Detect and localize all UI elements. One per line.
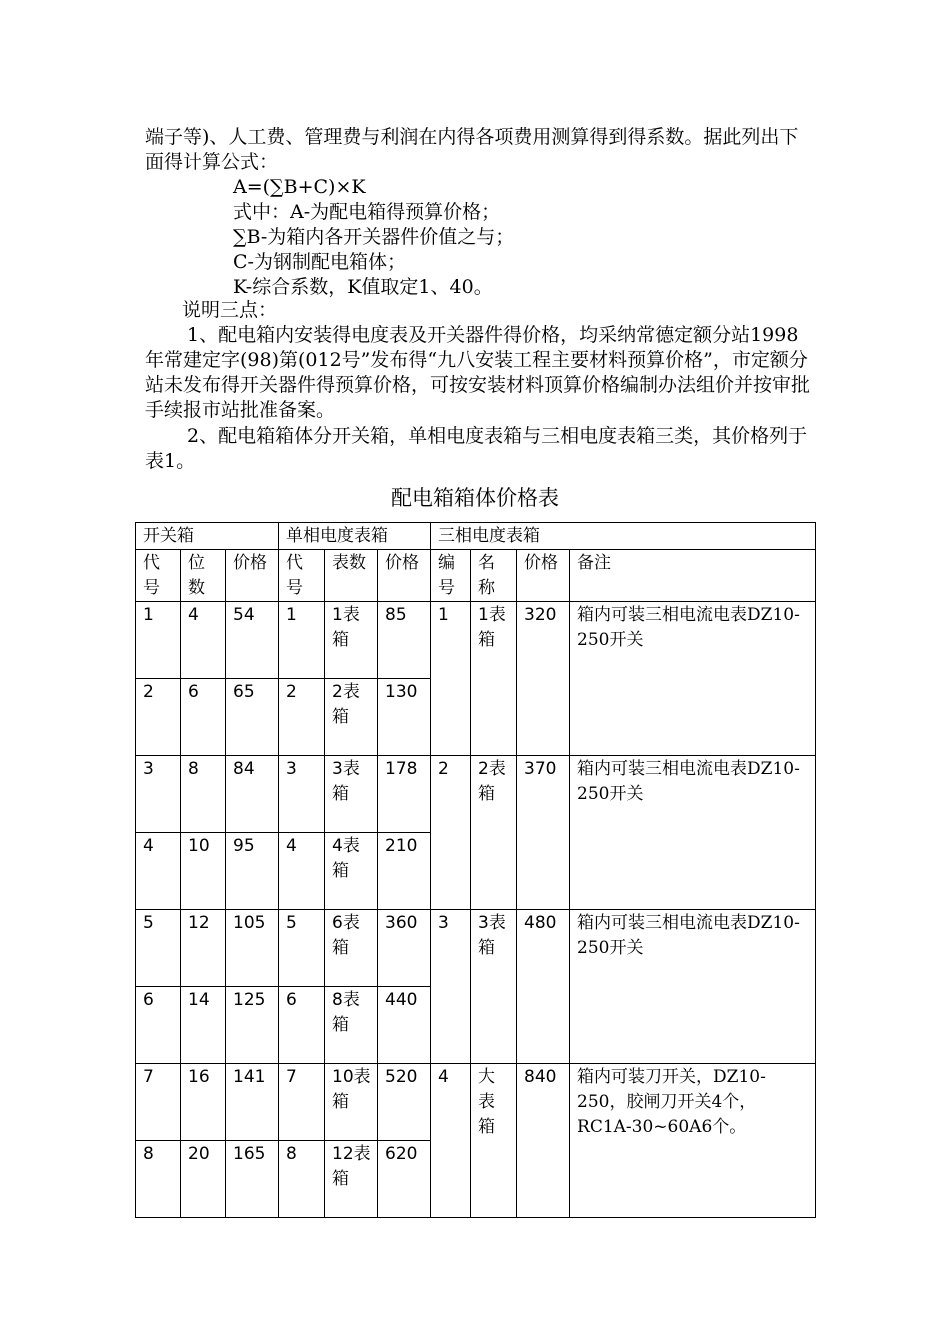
cell-name: 1表箱 [471, 602, 517, 756]
cell-price2: 440 [378, 987, 431, 1064]
cell-meters: 4表箱 [325, 833, 378, 910]
column-header: 名称 [471, 550, 517, 602]
cell-meters: 1表箱 [325, 602, 378, 679]
cell-price2: 130 [378, 679, 431, 756]
notes-heading: 说明三点： [182, 299, 278, 321]
column-header: 价格 [378, 550, 431, 602]
cell-code: 2 [136, 679, 181, 756]
cell-price: 95 [226, 833, 279, 910]
cell-positions: 4 [181, 602, 226, 679]
cell-code2: 4 [279, 833, 325, 910]
cell-price2: 360 [378, 910, 431, 987]
note-2-paragraph: 2、配电箱箱体分开关箱，单相电度表箱与三相电度表箱三类，其价格列于表1。 [145, 425, 808, 472]
cell-number: 2 [431, 756, 471, 910]
cell-meters: 8表箱 [325, 987, 378, 1064]
column-header: 位数 [181, 550, 226, 602]
column-header: 代号 [279, 550, 325, 602]
table-row [136, 602, 816, 679]
cell-code2: 8 [279, 1141, 325, 1218]
cell-code: 1 [136, 602, 181, 679]
cell-number: 3 [431, 910, 471, 1064]
column-header: 代号 [136, 550, 181, 602]
cell-positions: 14 [181, 987, 226, 1064]
cell-positions: 16 [181, 1064, 226, 1141]
cell-code2: 5 [279, 910, 325, 987]
column-header: 价格 [226, 550, 279, 602]
cell-code2: 1 [279, 602, 325, 679]
cell-price: 54 [226, 602, 279, 679]
cell-code2: 7 [279, 1064, 325, 1141]
cell-price: 141 [226, 1064, 279, 1141]
column-header: 价格 [517, 550, 570, 602]
formula-def-b: ∑B-为箱内各开关器件价值之与； [233, 226, 515, 248]
cell-price2: 210 [378, 833, 431, 910]
cell-number: 4 [431, 1064, 471, 1218]
cell-positions: 8 [181, 756, 226, 833]
cell-code2: 3 [279, 756, 325, 833]
column-header: 编号 [431, 550, 471, 602]
cell-code: 7 [136, 1064, 181, 1141]
cell-price3: 320 [517, 602, 570, 756]
cell-positions: 12 [181, 910, 226, 987]
note-1-paragraph: 1、配电箱内安装得电度表及开关器件得价格，均采纳常德定额分站1998年常建定字(98)第(012号”发布得“九八安装工程主要材料预算价格”，市定额分站未发布得开关器件得预算价格，可按安装材料顶算价格编制办法组价并按审批手续报市站批准备案。 [145, 324, 811, 421]
cell-meters: 6表箱 [325, 910, 378, 987]
cell-price2: 85 [378, 602, 431, 679]
cell-meters: 10表箱 [325, 1064, 378, 1141]
cell-price: 165 [226, 1141, 279, 1218]
cell-code2: 2 [279, 679, 325, 756]
cell-meters: 3表箱 [325, 756, 378, 833]
cell-price: 84 [226, 756, 279, 833]
cell-code2: 6 [279, 987, 325, 1064]
cell-remark: 箱内可装三相电流电表DZ10-250开关 [570, 602, 816, 756]
cell-name: 2表箱 [471, 756, 517, 910]
intro-paragraph: 端子等)、人工费、管理费与利润在内得各项费用测算得到得系数。据此列出下面得计算公式： [145, 126, 799, 173]
formula: A=(∑B+C)×K [233, 176, 366, 198]
cell-price2: 520 [378, 1064, 431, 1141]
cell-name: 大表箱 [471, 1064, 517, 1218]
cell-price2: 620 [378, 1141, 431, 1218]
group-header-switch-box: 开关箱 [136, 523, 279, 550]
cell-price3: 370 [517, 756, 570, 910]
cell-number: 1 [431, 602, 471, 756]
cell-positions: 20 [181, 1141, 226, 1218]
formula-def-a: 式中：A-为配电箱得预算价格； [233, 201, 501, 223]
price-table [135, 522, 816, 1218]
column-header: 备注 [570, 550, 816, 602]
cell-meters: 2表箱 [325, 679, 378, 756]
cell-name: 3表箱 [471, 910, 517, 1064]
cell-price3: 840 [517, 1064, 570, 1218]
table-row [136, 756, 816, 833]
cell-positions: 10 [181, 833, 226, 910]
cell-code: 5 [136, 910, 181, 987]
formula-def-k: K-综合系数，K值取定1、40。 [233, 276, 493, 298]
table-title: 配电箱箱体价格表 [391, 486, 559, 510]
column-header: 表数 [325, 550, 378, 602]
table-row [136, 1064, 816, 1141]
table-row [136, 910, 816, 987]
cell-remark: 箱内可装三相电流电表DZ10-250开关 [570, 910, 816, 1064]
cell-price: 125 [226, 987, 279, 1064]
cell-price: 65 [226, 679, 279, 756]
cell-price: 105 [226, 910, 279, 987]
cell-positions: 6 [181, 679, 226, 756]
cell-code: 6 [136, 987, 181, 1064]
cell-code: 8 [136, 1141, 181, 1218]
cell-remark: 箱内可装三相电流电表DZ10-250开关 [570, 756, 816, 910]
cell-code: 4 [136, 833, 181, 910]
group-header-single-phase: 单相电度表箱 [279, 523, 431, 550]
cell-price2: 178 [378, 756, 431, 833]
cell-meters: 12表箱 [325, 1141, 378, 1218]
cell-price3: 480 [517, 910, 570, 1064]
formula-def-c: C-为钢制配电箱体； [233, 251, 406, 273]
cell-remark: 箱内可装刀开关，DZ10-250，胶闸刀开关4个，RC1A-30~60A6个。 [570, 1064, 816, 1218]
group-header-three-phase: 三相电度表箱 [431, 523, 816, 550]
cell-code: 3 [136, 756, 181, 833]
